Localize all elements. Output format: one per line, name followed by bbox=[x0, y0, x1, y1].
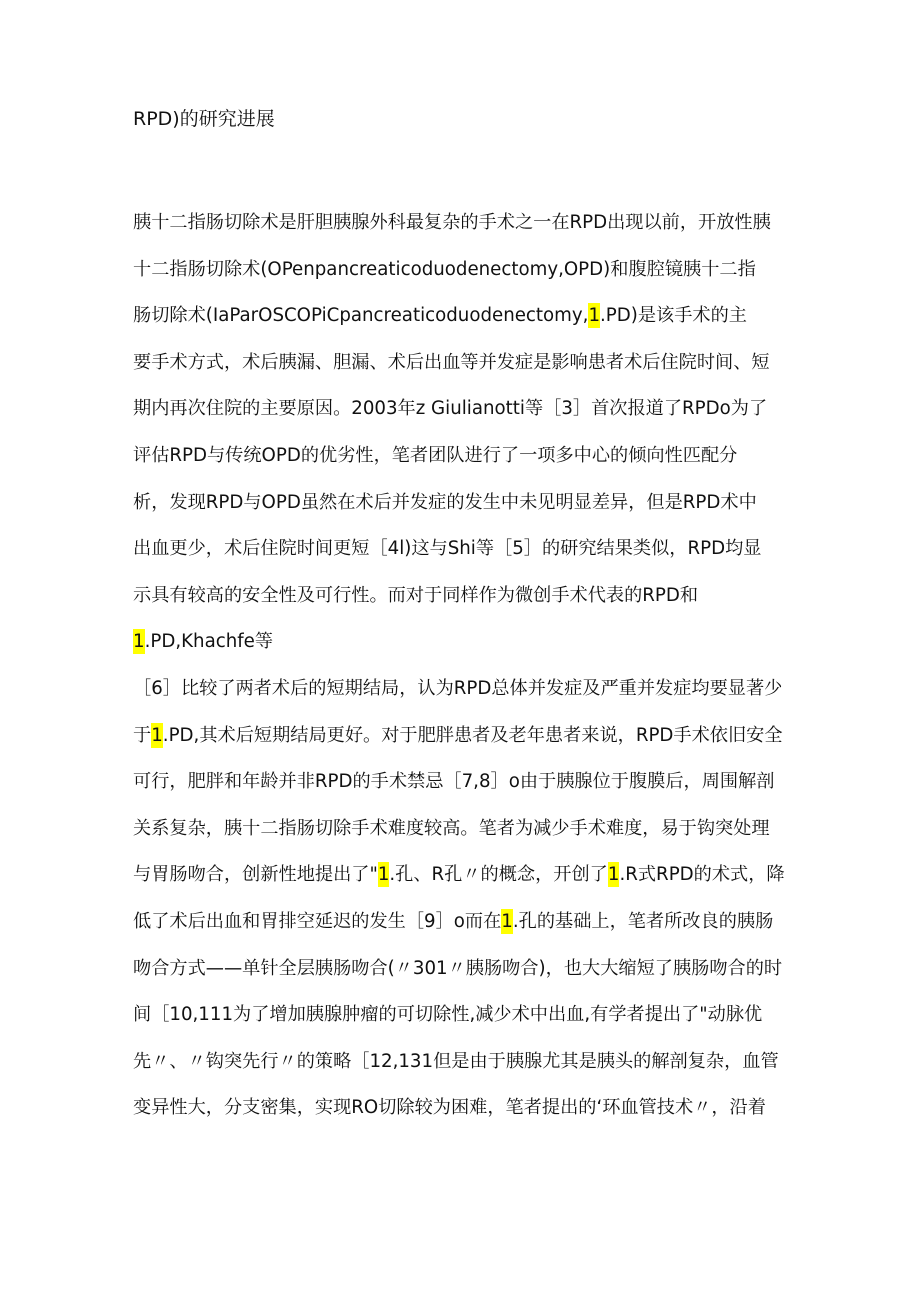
text-segment: .PD,其术后短期结局更好。对于肥胖患者及老年患者来说，RPD手术依旧安全 bbox=[162, 724, 783, 746]
highlighted-text: 1 bbox=[133, 631, 145, 653]
text-line bbox=[133, 946, 793, 993]
text-segment: ［6］比较了两者术后的短期结局，认为RPD总体并发症及严重并发症均要显著少 bbox=[133, 677, 783, 699]
text-line bbox=[133, 293, 793, 340]
text-segment: 示具有较高的安全性及可行性。而对于同样作为微创手术代表的RPD和 bbox=[133, 584, 699, 606]
text-line bbox=[133, 480, 793, 527]
text-segment: .PD,Khachfe等 bbox=[144, 631, 274, 653]
text-segment: 期内再次住院的主要原因。2003年z Giulianotti等［3］首次报道了RPDo为了 bbox=[133, 398, 768, 420]
text-line bbox=[133, 386, 793, 433]
text-line bbox=[133, 852, 793, 899]
text-segment: 肠切除术(IaParOSCOPiCpancreaticoduodenectomy, bbox=[133, 305, 589, 327]
text-segment: 评估RPD与传统OPD的优劣性，笔者团队进行了一项多中心的倾向性匹配分 bbox=[133, 444, 738, 466]
text-segment: 关系复杂，胰十二指肠切除手术难度较高。笔者为减少手术难度，易于钩突处理 bbox=[133, 817, 770, 839]
highlighted-text: 1 bbox=[588, 305, 601, 327]
text-line bbox=[133, 619, 793, 666]
text-line bbox=[133, 1039, 793, 1086]
text-segment: .孔的基础上，笔者所改良的胰肠 bbox=[512, 910, 774, 932]
text-segment: 于 bbox=[133, 724, 152, 746]
highlighted-text: 1 bbox=[607, 864, 620, 886]
text-line bbox=[133, 806, 793, 853]
text-segment: 变异性大，分支密集，实现RO切除较为困难，笔者提出的‘环血管技术〃，沿着 bbox=[133, 1097, 766, 1119]
body-paragraph bbox=[133, 200, 793, 1132]
text-segment: .R式RPD的术式，降 bbox=[619, 864, 785, 886]
text-line bbox=[133, 340, 793, 387]
text-segment: 先〃、〃钩突先行〃的策略［12,131但是由于胰腺尤其是胰头的解剖复杂，血管 bbox=[133, 1050, 779, 1072]
text-segment: .孔、R孔〃的概念，开创了 bbox=[389, 864, 608, 886]
text-line bbox=[133, 759, 793, 806]
text-segment: .PD)是该手术的主 bbox=[600, 305, 747, 327]
text-line bbox=[133, 713, 793, 760]
text-line bbox=[133, 666, 793, 713]
text-segment: 要手术方式，术后胰漏、胆漏、术后出血等并发症是影响患者术后住院时间、短 bbox=[133, 351, 770, 373]
section-heading: RPD)的研究进展 bbox=[133, 108, 275, 130]
text-segment: 可行，肥胖和年龄并非RPD的手术禁忌［7,8］o由于胰腺位于腹膜后，周围解剖 bbox=[133, 771, 775, 793]
text-segment: 十二指肠切除术(OPenpancreaticoduodenectomy,OPD)和腹腔镜胰十二指 bbox=[133, 258, 756, 280]
text-line bbox=[133, 526, 793, 573]
text-line bbox=[133, 247, 793, 294]
text-segment: 胰十二指肠切除术是肝胆胰腺外科最复杂的手术之一在RPD出现以前，开放性胰 bbox=[133, 212, 771, 233]
text-segment: 吻合方式——单针全层胰肠吻合(〃301〃胰肠吻合)，也大大缩短了胰肠吻合的时 bbox=[133, 957, 783, 979]
highlighted-text: 1 bbox=[501, 910, 513, 932]
text-line bbox=[133, 573, 793, 620]
text-segment: 析，发现RPD与OPD虽然在术后并发症的发生中未见明显差异，但是RPD术中 bbox=[133, 491, 757, 513]
highlighted-text: 1 bbox=[377, 864, 390, 886]
highlighted-text: 1 bbox=[151, 724, 163, 746]
text-line bbox=[133, 1085, 793, 1132]
text-segment: 出血更少，术后住院时间更短［4l)这与Shi等［5］的研究结果类似，RPD均显 bbox=[133, 538, 762, 560]
text-segment: 间［10,111为了增加胰腺肿瘤的可切除性,减少术中出血,有学者提出了"动脉优 bbox=[133, 1004, 763, 1026]
text-line bbox=[133, 899, 793, 946]
text-line bbox=[133, 992, 793, 1039]
text-segment: 低了术后出血和胃排空延迟的发生［9］o而在 bbox=[133, 910, 502, 932]
text-line bbox=[133, 200, 793, 247]
text-segment: 与胃肠吻合，创新性地提出了" bbox=[133, 864, 378, 886]
text-line bbox=[133, 433, 793, 480]
